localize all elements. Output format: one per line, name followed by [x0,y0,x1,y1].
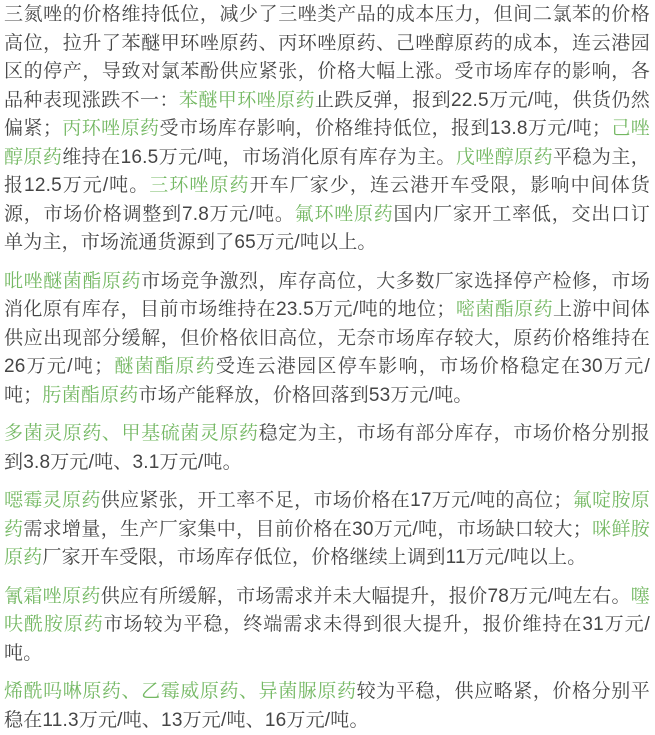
product-name-highlight: 戊唑醇原药 [455,146,554,168]
product-name-highlight: 氟啶胺原药 [4,490,650,540]
product-name-highlight: 氟环唑原药 [294,203,394,225]
product-name-highlight: 噻呋酰胺原药 [4,585,650,635]
body-text: 供应有所缓解，市场需求并未大幅提升，报价78万元/吨左右。 [100,585,631,607]
product-name-highlight: 咪鲜胺原药 [4,518,650,568]
body-text: 开车厂家少，连云港开车受限，影响中间体货源，市场价格调整到7.8万元/吨。 [4,175,650,225]
product-name-highlight: 嘧菌酯原药 [455,299,554,320]
body-text: 三氮唑的价格维持低位，减少了三唑类产品的成本压力，但间二氯苯的价格高位，拉升了苯醚甲环唑原药、丙环唑原药、己唑醇原药的成本，连云港园区的停产，导致对氯苯酚供应紧张，价格大幅上涨。受市场库存的影响，各品种表现涨跌不一： [4,4,650,111]
paragraph-6 [4,678,650,735]
product-name-highlight: 多菌灵原药、甲基硫菌灵原药 [4,423,259,444]
product-name-highlight: 噁霉灵原药 [4,490,101,511]
paragraph-3 [4,420,650,477]
product-name-highlight: 醚菌酯原药 [113,356,216,377]
body-text: 上游中间体供应出现部分缓解，但价格依旧高位，无奈市场库存较大，原药价格维持在26万元/吨； [4,299,650,377]
paragraph-2 [4,268,650,411]
product-name-highlight: 氰霜唑原药 [4,585,101,607]
body-text: 止跌反弹，报到22.5万元/吨，供货仍然偏紧； [4,89,650,139]
body-text: 国内厂家开工率低，交出口订单为主，市场流通货源到了65万元/吨以上。 [4,203,650,253]
body-text: 受市场库存影响，价格维持低位，报到13.8万元/吨； [159,118,612,139]
body-text: 市场较为平稳，终端需求未得到很大提升，报价维持在31万元/吨。 [4,614,650,664]
paragraph-5 [4,583,650,669]
product-name-highlight: 烯酰吗啉原药、乙霉威原药、异菌脲原药 [4,681,357,702]
product-name-highlight: 苯醚甲环唑原药 [178,89,315,111]
body-text: 较为平稳，供应略紧，价格分别平稳在11.3万元/吨、13万元/吨、16万元/吨。 [4,681,650,731]
product-name-highlight: 肟菌酯原药 [42,384,139,406]
body-text: 受连云港园区停车影响，市场价格稳定在30万元/吨； [4,356,650,406]
body-text: 维持在16.5万元/吨，市场消化原有库存为主。 [62,146,456,168]
body-text: 市场产能释放，价格回落到53万元/吨。 [138,384,473,406]
body-text: 厂家开车受限，市场库存低位，价格继续上调到11万元/吨以上。 [42,547,587,568]
body-text: 稳定为主，市场有部分库存，市场价格分别报到3.8万元/吨、3.1万元/吨。 [4,423,650,473]
body-text: 平稳为主，报12.5万元/吨。 [4,146,650,196]
product-name-highlight: 己唑醇原药 [4,118,650,168]
product-name-highlight: 丙环唑原药 [62,118,160,139]
paragraph-1 [4,1,650,258]
body-text: 需求增量，生产厂家集中，目前价格在30万元/吨，市场缺口较大； [23,518,592,540]
body-text: 市场竞争激烈，库存高位，大多数厂家选择停产检修，市场消化原有库存，目前市场维持在23.5万元/吨的地位； [4,270,651,320]
product-name-highlight: 吡唑醚菌酯原药 [4,270,142,292]
paragraph-4 [4,487,650,573]
body-text: 供应紧张，开工率不足，市场价格在17万元/吨的高位； [100,490,573,511]
product-name-highlight: 三环唑原药 [149,175,250,196]
